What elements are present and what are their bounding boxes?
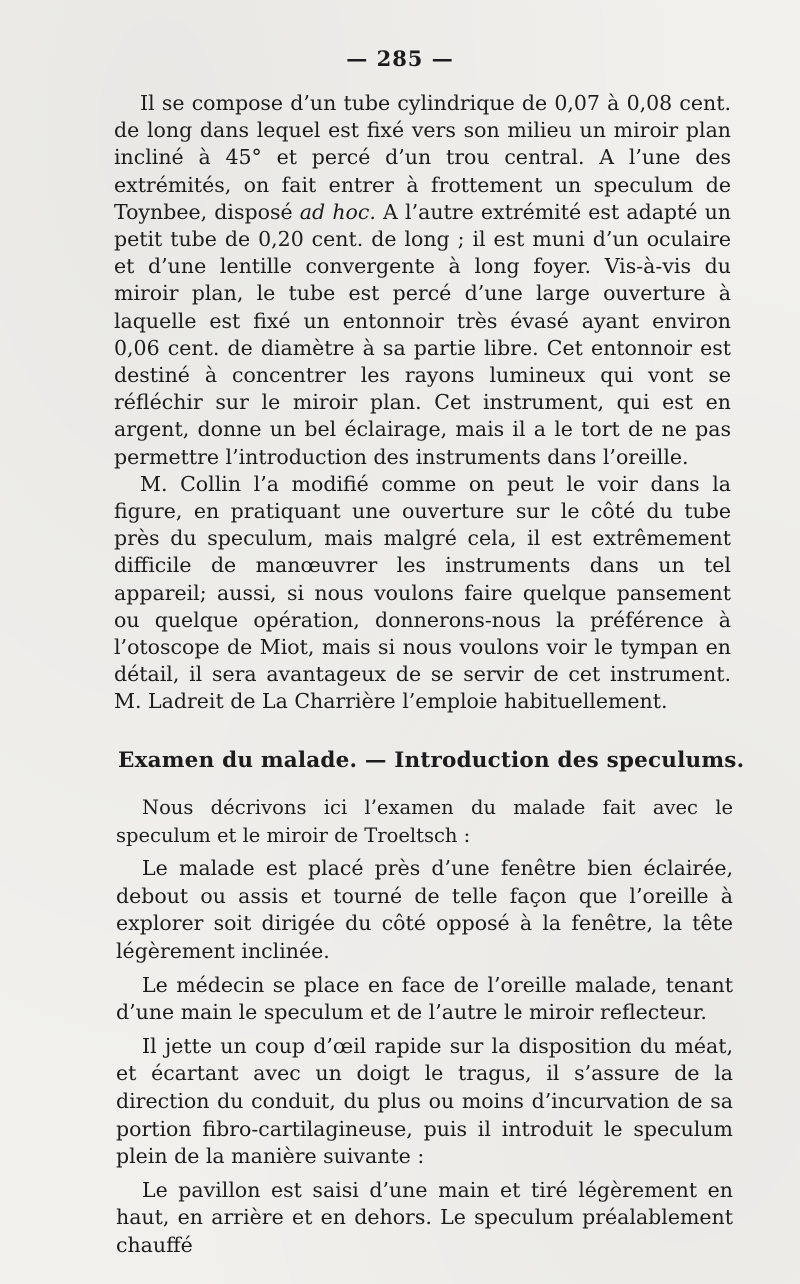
- body-text-top: [114, 90, 731, 716]
- paragraph: Le malade est placé près d’une fenêtre bien éclairée, debout ou assis et tourné de telle façon que l’oreille à explorer soit dirigée du côté opposé à la fenêtre, la tête légèrement inclinée.: [116, 856, 733, 963]
- paragraph-text: Il se compose d’un tube cylindrique de 0,07 à 0,08 cent. de long dans lequel est fixé vers son milieu un miroir plan incliné à 45° et percé d’un trou central. A l’une des extrémités, on fait entrer à frottement un speculum de Toynbee, disposé: [114, 91, 731, 224]
- paragraph: Le pavillon est saisi d’une main et tiré légèrement en haut, en arrière et en dehors. Le speculum préalablement chauffé: [116, 1177, 733, 1257]
- page-number: — 285 —: [346, 46, 454, 71]
- section-heading: Examen du malade. — Introduction des speculums.: [118, 748, 745, 773]
- paragraph-instrument-description: [114, 90, 731, 471]
- paragraph: Nous décrivons ici l’examen du malade fait avec le speculum et le miroir de Troeltsch :: [116, 796, 733, 847]
- paragraph: Il jette un coup d’œil rapide sur la disposition du méat, et écartant avec un doigt le tragus, il s’assure de la direction du conduit, du plus ou moins d’incurvation de sa portion fibro-cartilagineuse, puis il introduit le speculum plein de la manière suivante :: [116, 1033, 733, 1169]
- paragraph: Le médecin se place en face de l’oreille malade, tenant d’une main le speculum et de l’autre le miroir reflecteur.: [116, 972, 733, 1025]
- body-text-bottom: [116, 794, 733, 1266]
- paragraph-text: A l’autre extrémité est adapté un petit tube de 0,20 cent. de long ; il est muni d’un oculaire et d’une lentille convergente à long foyer. Vis-à-vis du miroir plan, le tube est percé d’une large ouverture à laquelle est fixé un entonnoir très évasé ayant environ 0,06 cent. de diamètre à sa partie libre. Cet entonnoir est destiné à concentrer les rayons lumineux qui vont se réfléchir sur le miroir plan. Cet instrument, qui est en argent, donne un bel éclairage, mais il a le tort de ne pas permettre l’introduction des instruments dans l’oreille.: [114, 199, 732, 469]
- italic-phrase: ad hoc.: [299, 199, 376, 224]
- paragraph-collin-modification: M. Collin l’a modifié comme on peut le voir dans la figure, en pratiquant une ouverture sur le côté du tube près du speculum, mais malgré cela, il est extrêmement difficile de manœuvrer les instruments dans un tel appareil; aussi, si nous voulons faire quelque pansement ou quelque opération, donnerons-nous la préférence à l’otoscope de Miot, mais si nous voulons voir le tympan en détail, il sera avantageux de se servir de cet instrument. M. Ladreit de La Charrière l’emploie habituellement.: [114, 471, 731, 714]
